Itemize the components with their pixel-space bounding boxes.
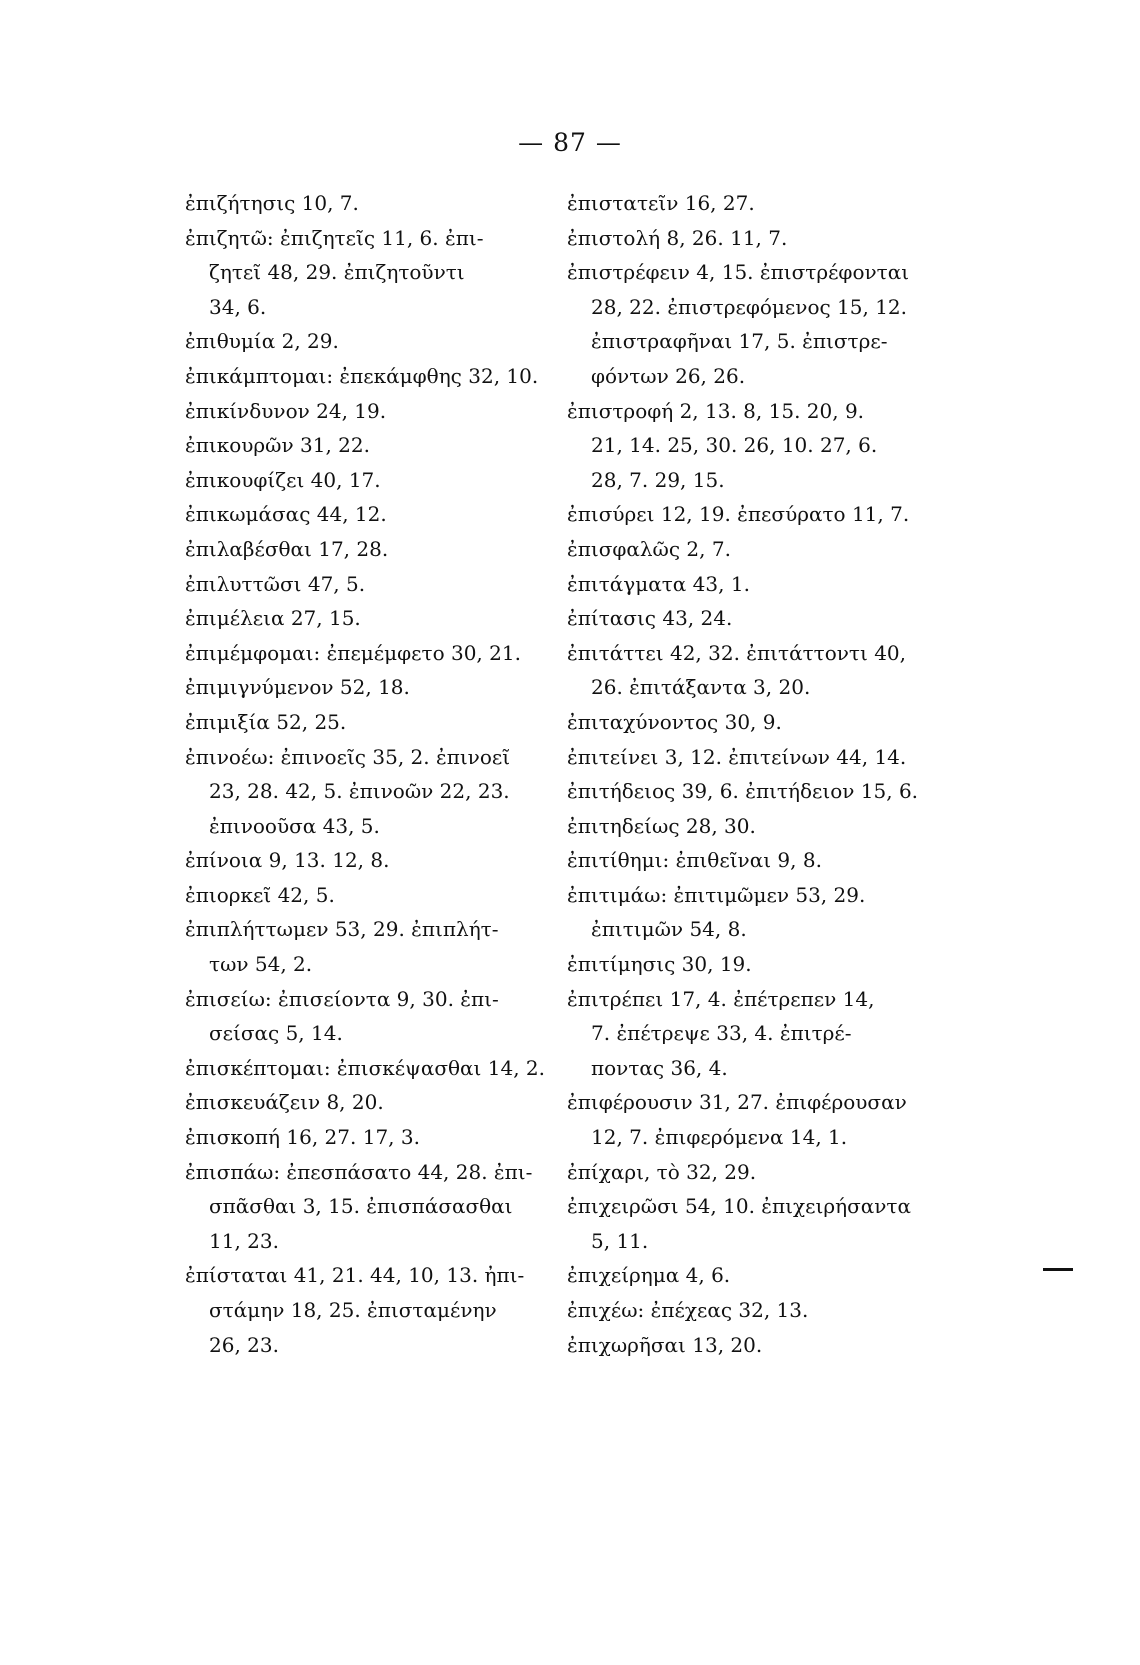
- margin-rule: [1043, 1268, 1073, 1271]
- index-entry-line: των 54, 2.: [209, 952, 313, 977]
- index-entry-line: σπᾶσθαι 3, 15. ἐπισπάσασθαι: [209, 1194, 513, 1219]
- index-entry-line: ἐπιτιμάω: ἐπιτιμῶμεν 53, 29.: [567, 882, 866, 907]
- index-entry-line: 11, 23.: [209, 1228, 279, 1253]
- index-entry-line: ἐπιτίμησις 30, 19.: [567, 952, 752, 977]
- index-entry-line: ἐπισείω: ἐπισείοντα 9, 30. ἐπι-: [185, 986, 499, 1011]
- index-entry-line: ἐπιστρέφειν 4, 15. ἐπιστρέφονται: [567, 260, 910, 285]
- index-entry-line: ἐπίνοια 9, 13. 12, 8.: [185, 848, 390, 873]
- index-entry-line: ἐπιπλήττωμεν 53, 29. ἐπιπλήτ-: [185, 917, 499, 942]
- index-entry-line: ἐπιταχύνοντος 30, 9.: [567, 709, 782, 734]
- index-entry-line: ἐπικωμάσας 44, 12.: [185, 502, 387, 527]
- index-entry-line: ἐπίχαρι, τὸ 32, 29.: [567, 1159, 757, 1184]
- index-entry-line: 34, 6.: [209, 294, 267, 319]
- index-entry-line: ἐπισφαλῶς 2, 7.: [567, 536, 731, 561]
- index-entry-line: ἐπισκοπή 16, 27. 17, 3.: [185, 1125, 420, 1150]
- index-entry-line: ἐπίσταται 41, 21. 44, 10, 13. ἠπι-: [185, 1263, 525, 1288]
- index-entry-line: ἐπιμιξία 52, 25.: [185, 709, 347, 734]
- index-entry-line: ἐπιμέλεια 27, 15.: [185, 606, 361, 631]
- index-entry-line: ἐπιστραφῆναι 17, 5. ἐπιστρε-: [591, 329, 888, 354]
- index-entry-line: 21, 14. 25, 30. 26, 10. 27, 6.: [591, 433, 878, 458]
- index-entry-line: ἐπιλυττῶσι 47, 5.: [185, 571, 366, 596]
- index-entry-line: ἐπιτηδείως 28, 30.: [567, 813, 756, 838]
- index-entry-line: ἐπινοέω: ἐπινοεῖς 35, 2. ἐπινοεῖ: [185, 744, 511, 769]
- index-entry-line: ἐπιμιγνύμενον 52, 18.: [185, 675, 410, 700]
- index-entry-line: ἐπικάμπτομαι: ἐπεκάμφθης 32, 10.: [185, 363, 539, 388]
- right-index-column: [567, 186, 957, 1362]
- index-entry-line: 5, 11.: [591, 1228, 649, 1253]
- index-entry-line: ἐπισκέπτομαι: ἐπισκέψασθαι 14, 2.: [185, 1055, 545, 1080]
- index-entry-line: ἐπιτάττει 42, 32. ἐπιτάττοντι 40,: [567, 640, 906, 665]
- index-entry-line: σείσας 5, 14.: [209, 1021, 343, 1046]
- index-entry-line: ἐπισύρει 12, 19. ἐπεσύρατο 11, 7.: [567, 502, 910, 527]
- index-entry-line: ἐπιχέω: ἐπέχεας 32, 13.: [567, 1298, 809, 1322]
- index-entry-line: 23, 28. 42, 5. ἐπινοῶν 22, 23.: [209, 779, 510, 804]
- index-entry-line: ἐπιχωρῆσαι 13, 20.: [567, 1332, 763, 1357]
- index-entry-line: ἐπικουφίζει 40, 17.: [185, 467, 381, 492]
- index-entry-line: 26. ἐπιτάξαντα 3, 20.: [591, 675, 811, 700]
- index-entry-line: ἐπιθυμία 2, 29.: [185, 329, 339, 354]
- index-entry-line: ἐπιστροφή 2, 13. 8, 15. 20, 9.: [567, 398, 865, 423]
- index-entry-line: 12, 7. ἐπιφερόμενα 14, 1.: [591, 1125, 848, 1150]
- index-entry-line: ἐπιχειρῶσι 54, 10. ἐπιχειρήσαντα: [567, 1194, 911, 1219]
- index-entry-line: φόντων 26, 26.: [591, 363, 746, 388]
- index-entry-line: ἐπιορκεῖ 42, 5.: [185, 882, 335, 907]
- index-entry-line: 26, 23.: [209, 1332, 279, 1357]
- index-entry-line: ἐπινοοῦσα 43, 5.: [209, 813, 380, 838]
- index-entry-line: ποντας 36, 4.: [591, 1055, 728, 1080]
- index-entry-line: ἐπικουρῶν 31, 22.: [185, 433, 370, 458]
- index-entry-line: ἐπισκευάζειν 8, 20.: [185, 1090, 384, 1115]
- index-entry-line: ἐπιζητῶ: ἐπιζητεῖς 11, 6. ἐπι-: [185, 225, 484, 250]
- index-entry-line: ἐπιμέμφομαι: ἐπεμέμφετο 30, 21.: [185, 640, 521, 665]
- index-entry-line: 7. ἐπέτρεψε 33, 4. ἐπιτρέ-: [591, 1021, 852, 1046]
- page-number: — 87 —: [518, 128, 622, 157]
- index-entry-line: ἐπιτρέπει 17, 4. ἐπέτρεπεν 14,: [567, 986, 875, 1011]
- index-entry-line: ἐπίτασις 43, 24.: [567, 606, 733, 631]
- index-entry-line: ἐπιτάγματα 43, 1.: [567, 571, 750, 596]
- index-entry-line: 28, 7. 29, 15.: [591, 467, 725, 492]
- index-entry-line: ἐπιτήδειος 39, 6. ἐπιτήδειον 15, 6.: [567, 779, 919, 804]
- index-entry-line: ἐπιτείνει 3, 12. ἐπιτείνων 44, 14.: [567, 744, 907, 769]
- index-entry-line: ἐπιλαβέσθαι 17, 28.: [185, 536, 389, 561]
- index-entry-line: ἐπιτιμῶν 54, 8.: [591, 917, 747, 942]
- index-entry-line: ἐπιστατεῖν 16, 27.: [567, 191, 755, 215]
- index-entry-line: ἐπιστολή 8, 26. 11, 7.: [567, 225, 788, 250]
- index-entry-line: ἐπιχείρημα 4, 6.: [567, 1263, 731, 1288]
- index-entry-line: ζητεῖ 48, 29. ἐπιζητοῦντι: [209, 260, 465, 285]
- index-entry-line: ἐπισπάω: ἐπεσπάσατο 44, 28. ἐπι-: [185, 1159, 533, 1184]
- index-entry-line: ἐπιτίθημι: ἐπιθεῖναι 9, 8.: [567, 848, 822, 873]
- index-entry-line: ἐπιφέρουσιν 31, 27. ἐπιφέρουσαν: [567, 1090, 907, 1115]
- index-entry-line: 28, 22. ἐπιστρεφόμενος 15, 12.: [591, 294, 908, 319]
- left-index-column: [185, 186, 575, 1362]
- index-entry-line: στάμην 18, 25. ἐπισταμένην: [209, 1298, 497, 1322]
- index-entry-line: ἐπιζήτησις 10, 7.: [185, 191, 359, 215]
- index-entry-line: ἐπικίνδυνον 24, 19.: [185, 398, 387, 423]
